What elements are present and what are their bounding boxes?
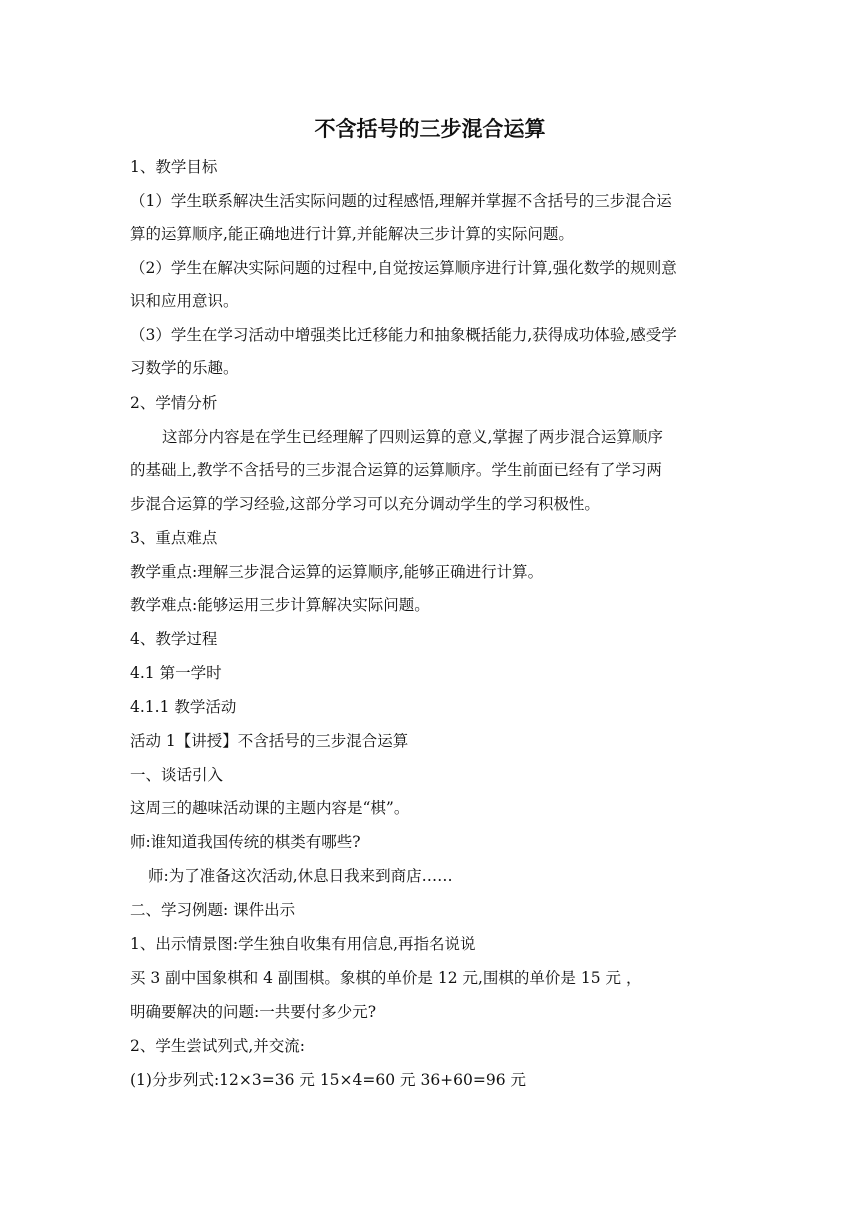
paragraph-line: 师:谁知道我国传统的棋类有哪些? xyxy=(130,833,361,851)
paragraph-line: 1、出示情景图:学生独自收集有用信息,再指名说说 xyxy=(130,935,476,953)
heading-teaching-goals: 1、教学目标 xyxy=(130,158,218,176)
paragraph-line: 的基础上,教学不含括号的三步混合运算的运算顺序。学生前面已经有了学习两 xyxy=(130,461,662,479)
paragraph-line: 一、谈话引入 xyxy=(130,766,224,784)
paragraph-line: 明确要解决的问题:一共要付多少元? xyxy=(130,1003,377,1021)
paragraph-line: 这周三的趣味活动课的主题内容是“棋”。 xyxy=(130,799,410,817)
document-title: 不含括号的三步混合运算 xyxy=(314,117,546,141)
paragraph-line: 教学难点:能够运用三步计算解决实际问题。 xyxy=(130,596,430,614)
paragraph-line: 教学重点:理解三步混合运算的运算顺序,能够正确进行计算。 xyxy=(130,563,544,581)
paragraph-line: （2）学生在解决实际问题的过程中,自觉按运算顺序进行计算,强化数学的规则意 xyxy=(130,259,677,277)
paragraph-line: 识和应用意识。 xyxy=(130,292,239,310)
paragraph-line: 二、学习例题: 课件出示 xyxy=(130,901,296,919)
paragraph-line: 算的运算顺序,能正确地进行计算,并能解决三步计算的实际问题。 xyxy=(130,225,574,243)
heading-key-points: 3、重点难点 xyxy=(130,529,218,547)
heading-learning-analysis: 2、学情分析 xyxy=(130,394,218,412)
paragraph-line: (1)分步列式:12×3=36 元 15×4=60 元 36+60=96 元 xyxy=(130,1071,527,1089)
paragraph-line: （1）学生联系解决生活实际问题的过程感悟,理解并掌握不含括号的三步混合运 xyxy=(130,192,672,210)
heading-teaching-process: 4、教学过程 xyxy=(130,630,218,648)
paragraph-line: 师:为了准备这次活动,休息日我来到商店…… xyxy=(148,867,453,885)
subheading-line: 4.1.1 教学活动 xyxy=(130,698,237,716)
paragraph-line: 2、学生尝试列式,并交流: xyxy=(130,1037,306,1055)
paragraph-line: 步混合运算的学习经验,这部分学习可以充分调动学生的学习积极性。 xyxy=(130,495,600,513)
paragraph-line: 这部分内容是在学生已经理解了四则运算的意义,掌握了两步混合运算顺序 xyxy=(162,428,663,446)
paragraph-line: 买 3 副中国象棋和 4 副围棋。象棋的单价是 12 元,围棋的单价是 15 元 ， xyxy=(130,969,642,987)
paragraph-line: （3）学生在学习活动中增强类比迁移能力和抽象概括能力,获得成功体验,感受学 xyxy=(130,326,677,344)
subheading-line: 4.1 第一学时 xyxy=(130,664,222,682)
paragraph-line: 习数学的乐趣。 xyxy=(130,359,239,377)
paragraph-line: 活动 1【讲授】不含括号的三步混合运算 xyxy=(130,732,409,750)
